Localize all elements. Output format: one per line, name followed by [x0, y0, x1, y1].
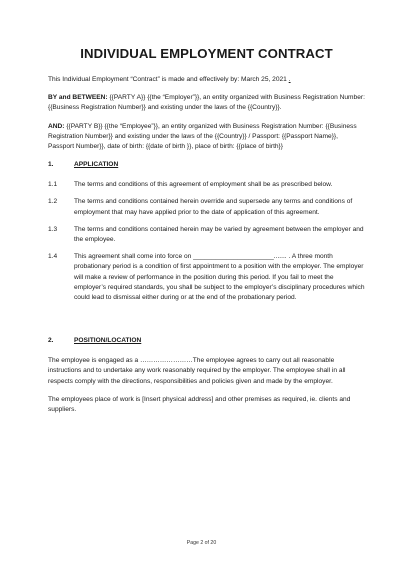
party-a-label: BY and BETWEEN: — [48, 94, 108, 102]
clause-1-4 — [48, 252, 365, 303]
intro-text: This Individual Employment “Contract” is made and effectively by: — [48, 76, 240, 83]
section-title: APPLICATION — [74, 161, 119, 169]
section-number: 2. — [48, 337, 54, 345]
clause-number: 1.2 — [48, 198, 58, 206]
page-number: Page 2 of 20 — [186, 540, 217, 546]
clause-1-1 — [48, 180, 365, 190]
party-a-details: {{PARTY A}} {{the “Employer”}}, an entity organized with Business Registration Number: {{Business Registration Number}} and existing under the laws of the {{Country}}. — [48, 94, 365, 112]
clause-text: The terms and conditions contained herein may be varied by agreement between the employer and the employee. — [74, 225, 364, 244]
section-heading-application — [48, 160, 365, 170]
clause-1-3 — [48, 225, 365, 245]
section-number: 1. — [48, 161, 54, 169]
clause-text: The terms and conditions contained herein override and supersede any terms and conditions of employment that may have applied prior to the date of application of this agreement. — [74, 198, 353, 216]
intro-paragraph — [48, 75, 365, 85]
clause-1-2 — [48, 197, 365, 217]
intro-suffix: . — [288, 76, 291, 83]
section-title: POSITION/LOCATION — [74, 337, 142, 345]
clause-number: 1.1 — [48, 181, 58, 189]
clause-number: 1.4 — [48, 253, 58, 261]
document-title: INDIVIDUAL EMPLOYMENT CONTRACT — [80, 46, 333, 61]
party-a-paragraph — [48, 93, 365, 113]
workplace-paragraph: The employees place of work is [Insert physical address] and other premises as required, ie. clients and suppliers. — [48, 395, 351, 414]
position-paragraph: The employee is engaged as a ……………………The employee agrees to carry out all reasonable instructions and to undertake any work reasonably required by the employer. The employee shall in all respects comply with the directions, responsibilities and policies given and made by the employer. — [48, 357, 346, 385]
clause-number: 1.3 — [48, 225, 58, 233]
contract-date: March 25, 2021 — [241, 76, 287, 83]
party-b-label: AND: — [48, 122, 65, 130]
section-heading-position — [48, 336, 365, 346]
clause-text: The terms and conditions of this agreement of employment shall be as prescribed below. — [74, 181, 333, 189]
party-b-details: {{PARTY B}} {{the “Employee”}}, an entity organized with Business Registration Number: {{Business Registration Number}} and existing under the laws of the {{Country}} / Passport: {{Passport Name}}, Passport Number}}, date of birth: {{date of birth }}, place of birth: {{place of birth}} — [48, 122, 357, 151]
clause-text: This agreement shall come into force on ______________________....... . A three month probationary period is a condition of first appointment to a position with the employer. The employer will make a review of performance in the position during this period. If you fail to meet the employer’s required standards, you shall be subject to the employer’s disciplinary procedures which could lead to dismissal either during or at the end of the probationary period. — [74, 253, 365, 302]
party-b-paragraph — [48, 122, 365, 153]
